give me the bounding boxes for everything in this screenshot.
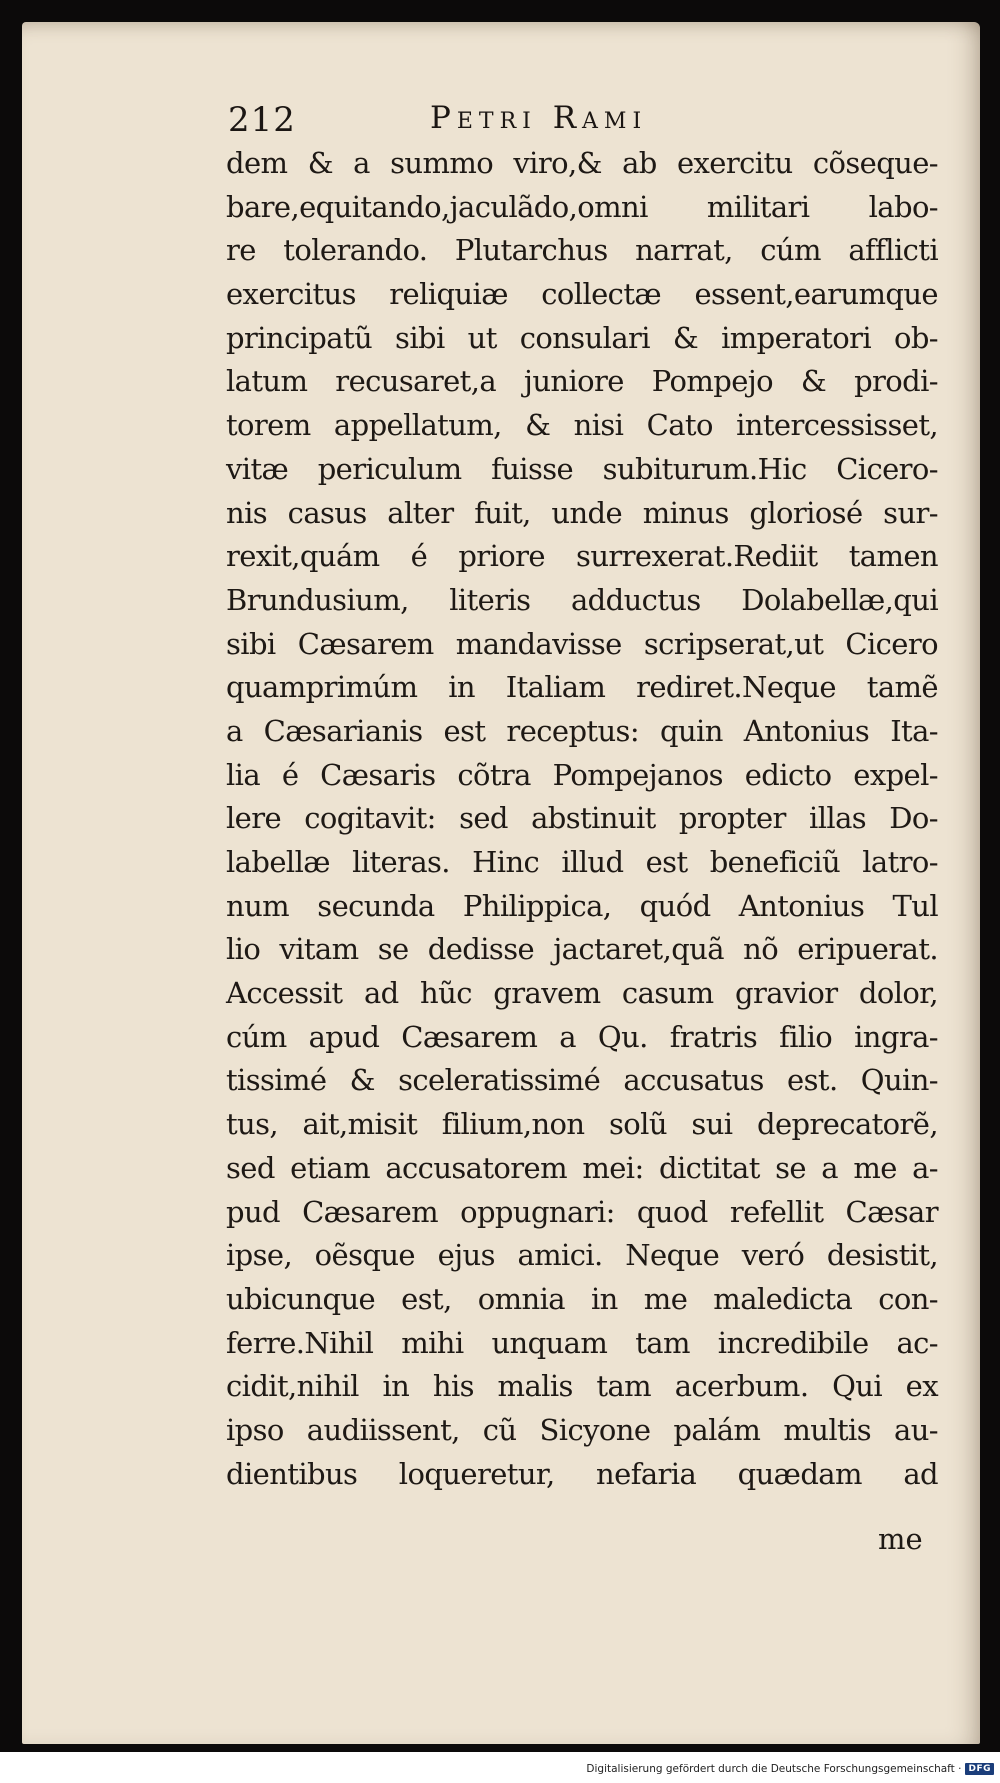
text-line: re tolerando. Plutarchus narrat, cúm afflicti xyxy=(226,233,938,268)
text-line: labellæ literas. Hinc illud est beneficiũ latro- xyxy=(226,845,938,879)
text-line: torem appellatum, & nisi Cato intercessisset, xyxy=(226,408,938,443)
text-line: Brundusium, literis adductus Dolabellæ,qui xyxy=(226,582,938,617)
text-line: num secunda Philippica, quód Antonius Tul xyxy=(226,888,938,923)
text-line: cidit,nihil in his malis tam acerbum. Qui ex xyxy=(226,1369,938,1404)
page-number: 212 xyxy=(228,100,296,140)
text-line: lere cogitavit: sed abstinuit propter illas Do- xyxy=(226,801,938,836)
digitization-credit xyxy=(586,1760,994,1778)
text-line: ipse, oẽsque ejus amici. Neque veró desistit, xyxy=(226,1238,938,1273)
text-line: cúm apud Cæsarem a Qu. fratris filio ingra- xyxy=(226,1019,938,1054)
text-line: sed etiam accusatorem mei: dictitat se a me a- xyxy=(226,1150,938,1185)
running-head: Petri Rami xyxy=(430,100,648,136)
text-line: sibi Cæsarem mandavisse scripserat,ut Cicero xyxy=(226,626,938,661)
text-line: nis casus alter fuit, unde minus gloriosé sur- xyxy=(226,495,938,530)
text-line: ferre.Nihil mihi unquam tam incredibile ac- xyxy=(226,1325,938,1360)
text-line: Accessit ad hũc gravem casum gravior dolor, xyxy=(226,976,938,1011)
text-line: tus, ait,misit filium,non solũ sui deprecatorẽ, xyxy=(226,1107,938,1142)
text-line: a Cæsarianis est receptus: quin Antonius Ita- xyxy=(226,713,938,748)
credit-text: Digitalisierung gefördert durch die Deutsche Forschungsgemeinschaft · xyxy=(586,1763,962,1775)
text-line: pud Cæsarem oppugnari: quod refellit Cæsar xyxy=(226,1194,938,1229)
text-line: vitæ periculum fuisse subiturum.Hic Cicero- xyxy=(226,451,938,486)
text-line: quamprimúm in Italiam rediret.Neque tamẽ xyxy=(226,670,938,705)
dfg-logo: DFG xyxy=(965,1763,994,1775)
text-line: dientibus loqueretur, nefaria quædam ad xyxy=(226,1456,938,1491)
text-line: lio vitam se dedisse jactaret,quã nõ eripuerat. xyxy=(226,932,938,967)
text-line: ubicunque est, omnia in me maledicta con- xyxy=(226,1281,938,1316)
body-text xyxy=(226,142,938,1496)
text-line: lia é Cæsaris cõtra Pompejanos edicto expel- xyxy=(226,757,938,792)
text-line: principatũ sibi ut consulari & imperatori ob- xyxy=(226,320,938,355)
page-header xyxy=(0,100,1000,140)
text-line: dem & a summo viro,& ab exercitu cõseque- xyxy=(226,146,938,180)
catchword: me xyxy=(878,1522,923,1556)
text-line: tissimé & sceleratissimé accusatus est. Quin- xyxy=(226,1063,938,1098)
text-line: bare,equitando,jaculãdo,omni militari labo- xyxy=(226,189,938,224)
text-line: latum recusaret,a juniore Pompejo & prodi- xyxy=(226,364,938,399)
text-line: rexit,quám é priore surrexerat.Rediit tamen xyxy=(226,539,938,574)
text-line: exercitus reliquiæ collectæ essent,earumque xyxy=(226,277,938,312)
text-line: ipso audiissent, cũ Sicyone palám multis au- xyxy=(226,1412,938,1447)
